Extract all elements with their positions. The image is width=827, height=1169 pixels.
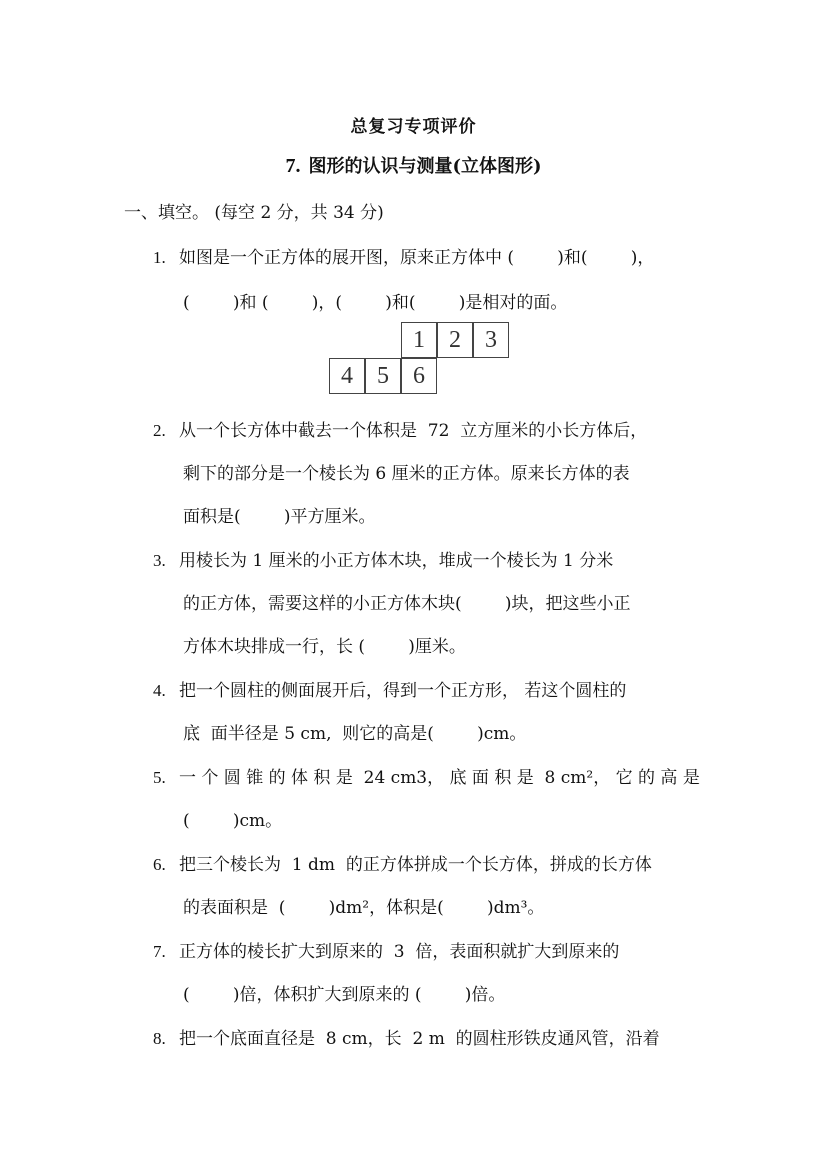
question-number: 2. bbox=[153, 421, 166, 440]
subtitle-number: 7. bbox=[285, 155, 301, 177]
page-subtitle bbox=[0, 152, 827, 178]
question-number: 8. bbox=[153, 1029, 166, 1048]
question-3-line-3: 方体木块排成一行，长 ( )厘米。 bbox=[183, 637, 466, 657]
question-8-line-1: 8. 把一个底面直径是 8 cm，长 2 m 的圆柱形铁皮通风管，沿着 bbox=[153, 1029, 660, 1049]
question-number: 4. bbox=[153, 681, 166, 700]
question-1-line-1: 1. 如图是一个正方体的展开图，原来正方体中 ( )和( )， bbox=[153, 248, 655, 268]
question-number: 1. bbox=[153, 248, 166, 267]
question-3-line-1: 3. 用棱长为 1 厘米的小正方体木块，堆成一个棱长为 1 分米 bbox=[153, 551, 614, 571]
question-4-line-2: 底 面半径是 5 cm, 则它的高是( )cm。 bbox=[183, 724, 527, 744]
question-number: 3. bbox=[153, 551, 166, 570]
net-face-2: 2 bbox=[437, 322, 473, 358]
subtitle-text: 图形的认识与测量(立体图形) bbox=[308, 156, 542, 177]
question-6-line-1: 6. 把三个棱长为 1 dm 的正方体拼成一个长方体，拼成的长方体 bbox=[153, 855, 652, 875]
question-2-line-2: 剩下的部分是一个棱长为 6 厘米的正方体。原来长方体的表 bbox=[183, 464, 630, 484]
question-number: 5. bbox=[153, 768, 166, 787]
question-number: 6. bbox=[153, 855, 166, 874]
net-face-4: 4 bbox=[329, 358, 365, 394]
question-7-line-1: 7. 正方体的棱长扩大到原来的 3 倍，表面积就扩大到原来的 bbox=[153, 942, 620, 962]
net-face-6: 6 bbox=[401, 358, 437, 394]
question-1-line-2: ( )和 ( )，( )和( )是相对的面。 bbox=[183, 293, 568, 313]
question-4-line-1: 4. 把一个圆柱的侧面展开后，得到一个正方形， 若这个圆柱的 bbox=[153, 681, 627, 701]
question-7-line-2: ( )倍，体积扩大到原来的 ( )倍。 bbox=[183, 985, 506, 1005]
question-2-line-3: 面积是( )平方厘米。 bbox=[183, 507, 376, 527]
net-face-3: 3 bbox=[473, 322, 509, 358]
question-3-line-2: 的正方体，需要这样的小正方体木块( )块，把这些小正 bbox=[183, 594, 631, 614]
question-2-line-1: 2. 从一个长方体中截去一个体积是 72 立方厘米的小长方体后， bbox=[153, 421, 648, 441]
question-5-line-2: ( )cm。 bbox=[183, 811, 283, 831]
question-6-line-2: 的表面积是 ( )dm²，体积是( )dm³。 bbox=[183, 898, 545, 918]
net-face-1: 1 bbox=[401, 322, 437, 358]
net-face-5: 5 bbox=[365, 358, 401, 394]
section-heading: 一、填空。 (每空 2 分，共 34 分) bbox=[124, 203, 384, 223]
question-number: 7. bbox=[153, 942, 166, 961]
page-title: 总复习专项评价 bbox=[350, 117, 477, 137]
question-5-line-1: 5. 一 个 圆 锥 的 体 积 是 24 cm3， 底 面 积 是 8 cm²， 它 的 高 是 bbox=[153, 768, 700, 788]
